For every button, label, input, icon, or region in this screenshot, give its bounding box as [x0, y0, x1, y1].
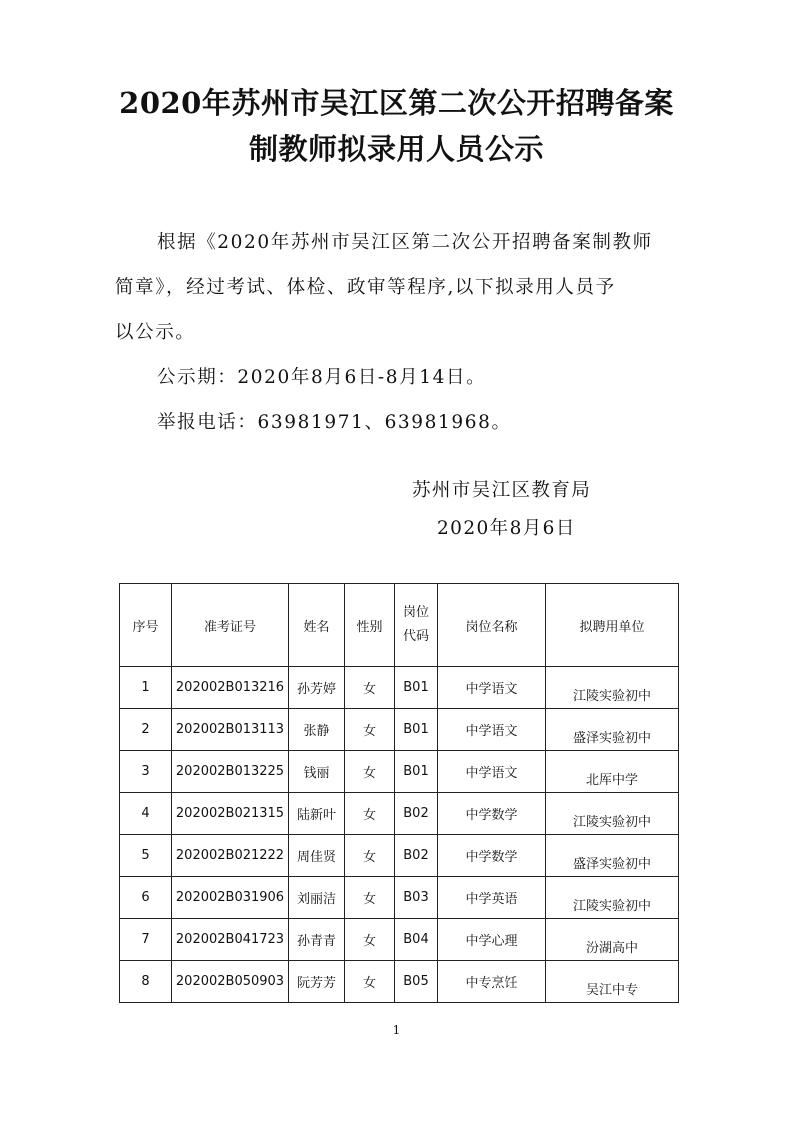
- cell-post-name: 中学语文: [438, 751, 546, 793]
- cell-seq: 5: [120, 835, 172, 877]
- cell-post-name: 中学语文: [438, 709, 546, 751]
- cell-post-code: B01: [395, 667, 438, 709]
- cell-exam-id: 202002B021222: [172, 835, 289, 877]
- cell-post-code: B02: [395, 793, 438, 835]
- cell-gender: 女: [345, 877, 395, 919]
- cell-unit-text: 江陵实验初中: [572, 689, 651, 704]
- cell-name: 阮芳芳: [289, 961, 345, 1003]
- cell-post-name: 中专烹饪: [438, 961, 546, 1003]
- cell-unit: [546, 709, 679, 751]
- cell-exam-id: 202002B021315: [172, 793, 289, 835]
- header-post-code: [395, 584, 438, 667]
- cell-post-code: B02: [395, 835, 438, 877]
- paragraph-intro-line-1: 根据《2020年苏州市吴江区第二次公开招聘备案制教师: [157, 232, 653, 253]
- cell-exam-id: 202002B041723: [172, 919, 289, 961]
- cell-gender: 女: [345, 919, 395, 961]
- table-row: [120, 709, 679, 751]
- cell-seq: 4: [120, 793, 172, 835]
- cell-name: 陆新叶: [289, 793, 345, 835]
- header-name: 姓名: [289, 584, 345, 667]
- cell-unit-text: 北厍中学: [585, 773, 638, 788]
- cell-seq: 7: [120, 919, 172, 961]
- table-body: [120, 667, 679, 1003]
- cell-exam-id: 202002B013225: [172, 751, 289, 793]
- cell-unit: [546, 919, 679, 961]
- cell-seq: 2: [120, 709, 172, 751]
- cell-unit-text: 江陵实验初中: [572, 899, 651, 914]
- header-seq: 序号: [120, 584, 172, 667]
- cell-name: 周佳贤: [289, 835, 345, 877]
- table-row: [120, 835, 679, 877]
- paragraph-intro-line-3: 以公示。: [115, 322, 196, 343]
- cell-post-code: B01: [395, 709, 438, 751]
- cell-gender: 女: [345, 793, 395, 835]
- cell-name: 刘丽洁: [289, 877, 345, 919]
- cell-name: 孙芳婷: [289, 667, 345, 709]
- cell-unit-text: 江陵实验初中: [572, 815, 651, 830]
- issuing-organization: 苏州市吴江区教育局: [412, 480, 592, 501]
- header-exam-id: 准考证号: [172, 584, 289, 667]
- cell-gender: 女: [345, 961, 395, 1003]
- cell-name: 孙青青: [289, 919, 345, 961]
- document-title-line-1: 2020年苏州市吴江区第二次公开招聘备案: [119, 86, 674, 120]
- cell-exam-id: 202002B050903: [172, 961, 289, 1003]
- table-row: [120, 961, 679, 1003]
- cell-gender: 女: [345, 709, 395, 751]
- cell-unit: [546, 835, 679, 877]
- cell-seq: 3: [120, 751, 172, 793]
- cell-seq: 6: [120, 877, 172, 919]
- header-gender: 性别: [345, 584, 395, 667]
- cell-post-name: 中学数学: [438, 835, 546, 877]
- cell-unit-text: 吴江中专: [585, 983, 638, 998]
- cell-unit: [546, 751, 679, 793]
- table-row: [120, 793, 679, 835]
- cell-exam-id: 202002B013216: [172, 667, 289, 709]
- cell-seq: 8: [120, 961, 172, 1003]
- table-row: [120, 667, 679, 709]
- cell-exam-id: 202002B031906: [172, 877, 289, 919]
- cell-unit-text: 汾湖高中: [585, 941, 638, 956]
- cell-name: 张静: [289, 709, 345, 751]
- header-post-code-line-1: 岗位: [402, 605, 429, 620]
- cell-unit-text: 盛泽实验初中: [572, 857, 651, 872]
- cell-post-code: B01: [395, 751, 438, 793]
- announcement-body: [115, 220, 685, 445]
- cell-seq: 1: [120, 667, 172, 709]
- cell-exam-id: 202002B013113: [172, 709, 289, 751]
- paragraph-intro-line-2: 简章》，经过考试、体检、政审等程序,以下拟录用人员予: [115, 277, 616, 298]
- issue-date: 2020年8月6日: [437, 518, 576, 539]
- cell-gender: 女: [345, 667, 395, 709]
- document-title-line-2: 制教师拟录用人员公示: [248, 132, 544, 166]
- cell-post-code: B04: [395, 919, 438, 961]
- cell-post-code: B03: [395, 877, 438, 919]
- cell-name: 钱丽: [289, 751, 345, 793]
- page-number: 1: [392, 1023, 401, 1037]
- cell-post-name: 中学数学: [438, 793, 546, 835]
- header-unit: 拟聘用单位: [546, 584, 679, 667]
- cell-unit: [546, 961, 679, 1003]
- report-hotline: 举报电话：63981971、63981968。: [157, 412, 512, 433]
- table-row: [120, 877, 679, 919]
- cell-gender: 女: [345, 751, 395, 793]
- header-post-name: 岗位名称: [438, 584, 546, 667]
- candidate-table: [119, 583, 679, 1003]
- cell-post-name: 中学语文: [438, 667, 546, 709]
- cell-unit-text: 盛泽实验初中: [572, 731, 651, 746]
- table-header-row: [120, 584, 679, 667]
- cell-unit: [546, 793, 679, 835]
- table-row: [120, 919, 679, 961]
- cell-post-name: 中学英语: [438, 877, 546, 919]
- cell-post-code: B05: [395, 961, 438, 1003]
- publicity-period: 公示期：2020年8月6日-8月14日。: [157, 367, 487, 388]
- table-row: [120, 751, 679, 793]
- cell-gender: 女: [345, 835, 395, 877]
- cell-post-name: 中学心理: [438, 919, 546, 961]
- header-post-code-line-2: 代码: [402, 629, 429, 644]
- cell-unit: [546, 877, 679, 919]
- cell-unit: [546, 667, 679, 709]
